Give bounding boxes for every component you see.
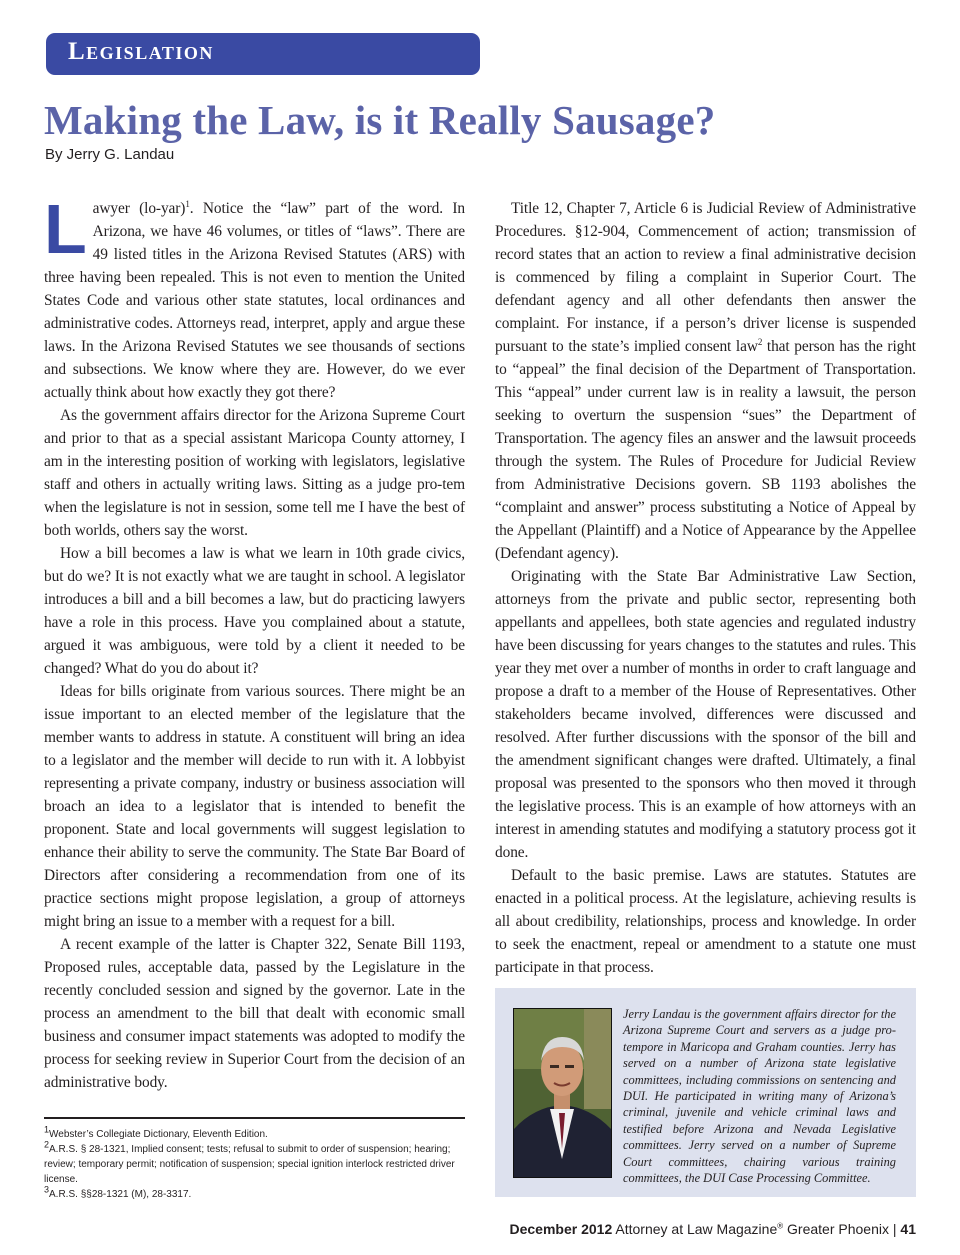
- edition-name: Greater Phoenix: [787, 1221, 889, 1237]
- paragraph: Title 12, Chapter 7, Article 6 is Judicial Review of Administrative Procedures. §12-904, Commencement of action; transmission of record states that an action to review a final administrative decision is commenced by filing a complaint in Superior Court. The defendant agency and all other defendants then answer the complaint. For instance, if a person’s driver license is suspended pursuant to the state’s implied consent law$^2$ that person has the right to “appeal” the final decision of the Department of Transportation. This “appeal” under current law is in reality a lawsuit, the person seeking to overturn the suspension “sues” the Department of Transportation. The agency files an answer and the lawsuit proceeds through the system. The Rules of Procedure for Judicial Review from Administrative Decisions govern. SB 1193 abolishes the “complaint and answer” process substituting a Notice of Appeal by the Appellant (Plaintiff) and a Notice of Appearance by the Appellee (Defendant agency).: [495, 200, 916, 562]
- author-bio: Jerry Landau is the government affairs director for the Arizona Supreme Court and servers as a judge pro-tempore in Maricopa and Graham counties. Jerry has served on a number of Arizona state legislative committees, including commissions on sentencing and DUI. He participated in writing many of Arizona’s criminal, juvenile and vehicle criminal laws and testified before Arizona and Nevada Legislative committees. Jerry served on a number of Supreme Court committees, chairing various training committees, the DUI Case Processing Committee.: [623, 1007, 896, 1186]
- paragraph: Originating with the State Bar Administrative Law Section, attorneys from the private and public sector, representing both appellants and appellees, both state agencies and regulated industry have been discussing for years changes to the statutes and rules. This year they met over a number of months in order to craft language and propose a draft to a member of the House of Representatives. Other stakeholders became involved, differences were discussed and resolved. After further discussions with the sponsor of the bill and the amendment significant changes were drafted. Ultimately, a final proposal was presented to the sponsors who then moved it through the legislative process. This is an example of how attorneys with an interest in amending statutes and modifying a statutory process got it done.: [495, 568, 916, 861]
- footnote: $^3$A.R.S. §§28-1321 (M), 28-3317.: [44, 1184, 192, 1200]
- page-footer: [510, 1221, 917, 1237]
- footnote-ref: 1: [185, 198, 190, 209]
- footnote: $^1$Webster’s Collegiate Dictionary, Eleventh Edition.: [44, 1124, 268, 1140]
- paragraph: Lawyer $(lo-yar)^1$. Notice the “law” part of the word. In Arizona, we have 46 volumes, or titles of “laws”. There are 49 listed titles in the Arizona Revised Statutes (ARS) with three having been repealed. This is not even to mention the United States Code and various other state statutes, local ordinances and administrative codes. Attorneys read, interpret, apply and argue these laws. In the Arizona Revised Statutes we see thousands of sections and subsections. We know where they are. However, do we ever actually think about how exactly they got there?: [44, 190, 465, 401]
- article-title: Making the Law, is it Really Sausage?: [44, 97, 716, 143]
- paragraph: As the government affairs director for the Arizona Supreme Court and prior to that as a special assistant Maricopa County attorney, I am in the interesting position of working with legislators, legislative staff and others in actually writing laws. Sitting as a judge pro-tem when the legislature is not in session, some tell me I have the best of both worlds, others say the worst.: [44, 407, 465, 539]
- paragraph: Default to the basic premise. Laws are statutes. Statutes are enacted in a political process. At the legislature, achieving results is all about credibility, relationships, process and knowledge. In order to seek the enactment, repeal or amendment to a statute one must participate in that process.: [495, 867, 916, 976]
- footer-separator: |: [892, 1221, 897, 1237]
- left-column: [44, 190, 465, 1094]
- magazine-name: Attorney at Law Magazine: [615, 1221, 778, 1237]
- paragraph: How a bill becomes a law is what we learn in 10th grade civics, but do we? It is not exactly what we are taught in school. A legislator introduces a bill and a bill becomes a law, but do practicing lawyers have a role in this process. Have you complained about a statute, argued it was ambiguous, were told by a client it needed to be changed? What do you do about it?: [44, 545, 465, 677]
- footnotes: [44, 1124, 465, 1202]
- footnote: $^2$A.R.S. § 28-1321, Implied consent; tests; refusal to submit to order of suspension; hearing; review; temporary permit; notification of suspension; special ignition interlock restricted driver license.: [44, 1139, 455, 1185]
- section-label: Legislation: [68, 38, 214, 65]
- right-column: [495, 197, 916, 979]
- page-number: 41: [900, 1221, 916, 1237]
- drop-cap: L: [44, 190, 87, 268]
- paragraph: Ideas for bills originate from various sources. There might be an issue important to an elected member of the legislature that the member wants to address in statute. A constituent will bring an idea to a legislator and the member will decide to run with it. A lobbyist representing a private company, industry or business association will broach an idea to a legislator that is intended to benefit the proponent. State and local governments will suggest legislation to enhance their ability to serve the community. The State Bar Board of Directors after considering a recommendation from one of its practice sections might propose legislation, a group of attorneys might bring an issue to a member with a request for a bill.: [44, 683, 465, 930]
- footnote-divider: [44, 1117, 465, 1119]
- paragraph: A recent example of the latter is Chapter 322, Senate Bill 1193, Proposed rules, acceptable data, passed by the Legislature in the recently concluded session and signed by the governor. Late in the process an amendment to the bill that dealt with economic small business and consumer impact statements was adopted to modify the process for seeking review in Superior Court from the decision of an administrative body.: [44, 936, 465, 1091]
- registered-mark: ®: [777, 1221, 784, 1231]
- section-banner: [46, 33, 480, 75]
- byline: By Jerry G. Landau: [45, 146, 175, 163]
- footnote-ref: 2: [757, 336, 763, 347]
- author-bio-box: [495, 988, 916, 1197]
- issue-date: December 2012: [509, 1221, 613, 1237]
